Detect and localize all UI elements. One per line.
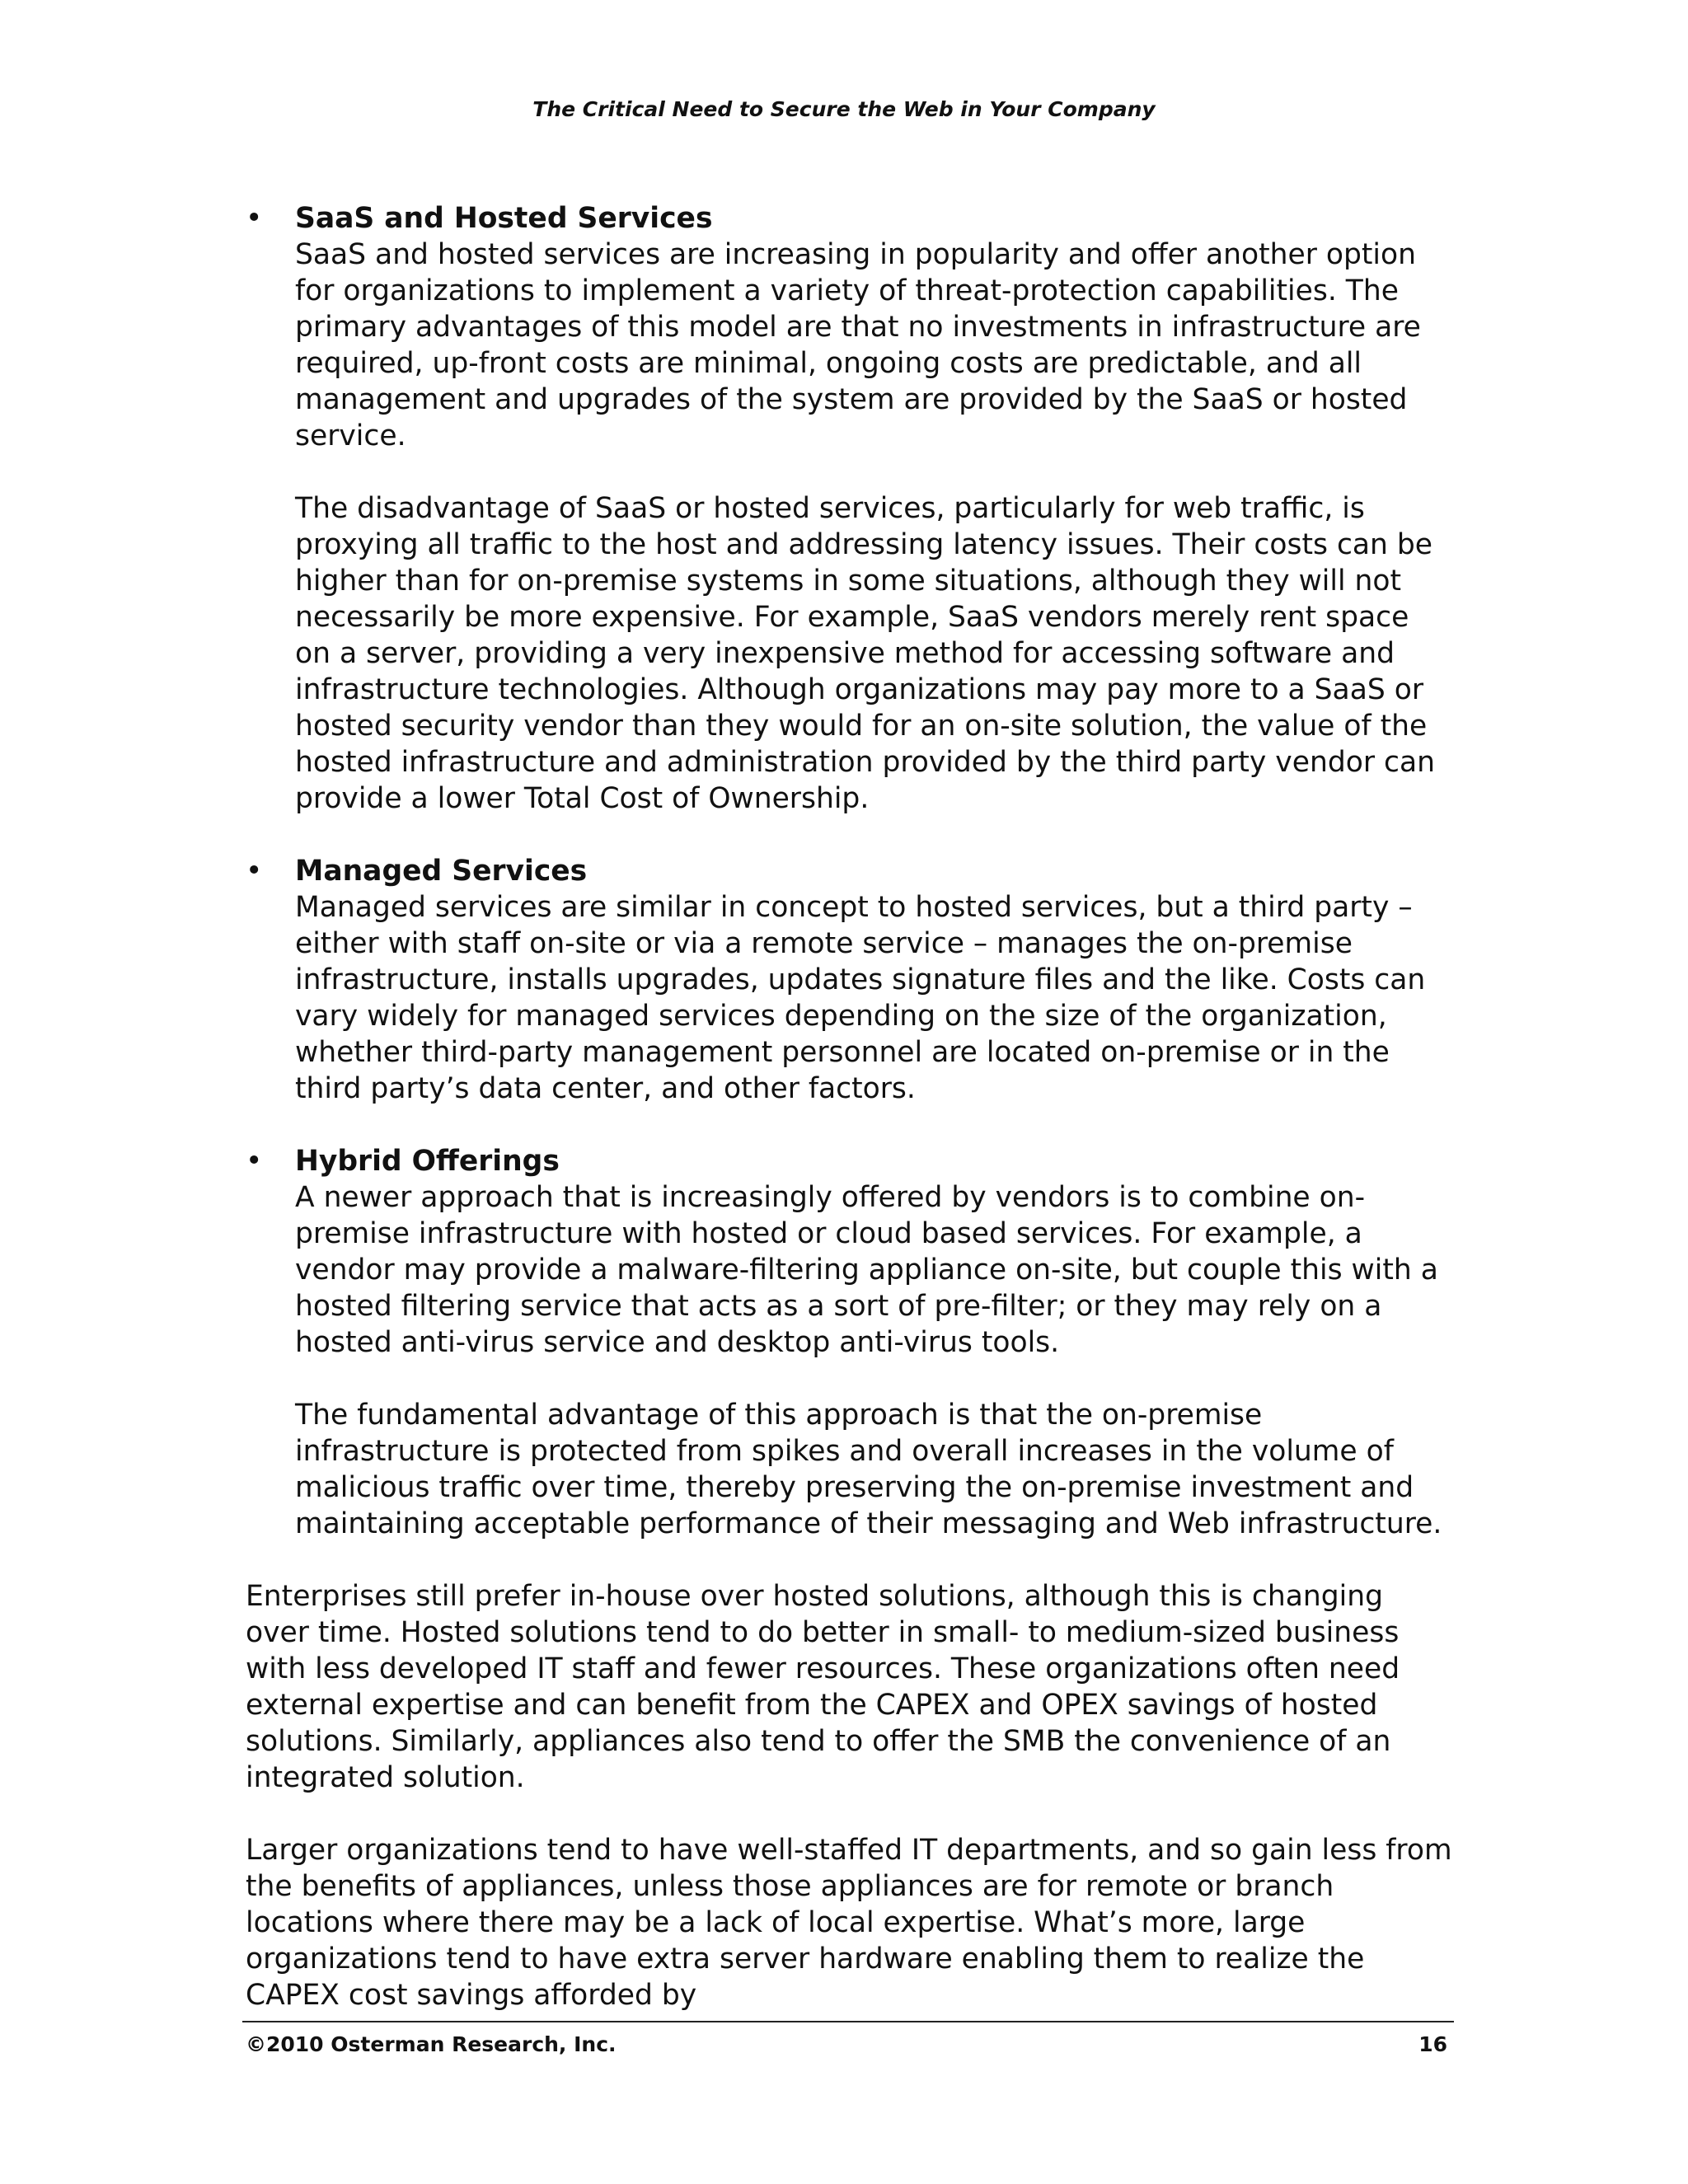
page-content <box>246 200 1453 2013</box>
page-header-title: The Critical Need to Secure the Web in Your Company <box>532 97 1156 121</box>
bullet-marker: • <box>246 202 263 235</box>
footer-divider <box>242 2021 1454 2022</box>
bullet-item-hybrid <box>246 1143 1453 1542</box>
body-paragraph: Enterprises still prefer in-house over hosted solutions, although this is changing over time. Hosted solutions tend to do better in small- to medium-sized business with less developed IT staff and fewer resources. These organizations often need external expertise and can benefit from the CAPEX and OPEX savings of hosted solutions. Similarly, appliances also tend to offer the SMB the convenience of an integrated solution. <box>246 1580 1400 1794</box>
bullet-marker: • <box>246 855 263 888</box>
footer-page-number: 16 <box>1418 2032 1447 2056</box>
bullet-title-managed: Managed Services <box>295 855 588 888</box>
bullet-paragraph: SaaS and hosted services are increasing in popularity and offer another option for organizations to implement a variety of threat-protection capabilities. The primary advantages of this model are that no investments in infrastructure are required, up-front costs are minimal, ongoing costs are predictable, and all management and upgrades of the system are provided by the SaaS or hosted service. <box>295 238 1421 452</box>
footer-copyright: ©2010 Osterman Research, Inc. <box>246 2032 617 2056</box>
bullet-marker: • <box>246 1145 263 1178</box>
bullet-title-saas: SaaS and Hosted Services <box>295 202 713 235</box>
bullet-paragraph: A newer approach that is increasingly offered by vendors is to combine on-premise infrastructure with hosted or cloud based services. For example, a vendor may provide a malware-filtering appliance on-site, but couple this with a hosted filtering service that acts as a sort of pre-filter; or they may rely on a hosted anti-virus service and desktop anti-virus tools. <box>295 1181 1438 1359</box>
bullet-paragraph: Managed services are similar in concept to hosted services, but a third party – either with staff on-site or via a remote service – manages the on-premise infrastructure, installs upgrades, updates signature files and the like. Costs can vary widely for managed services depending on the size of the organization, whether third-party management personnel are located on-premise or in the third party’s data center, and other factors. <box>295 891 1426 1105</box>
bullet-paragraph: The fundamental advantage of this approach is that the on-premise infrastructure is protected from spikes and overall increases in the volume of malicious traffic over time, thereby preserving the on-premise investment and maintaining acceptable performance of their messaging and Web infrastructure. <box>295 1399 1442 1540</box>
body-paragraph: Larger organizations tend to have well-staffed IT departments, and so gain less from the benefits of appliances, unless those appliances are for remote or branch locations where there may be a lack of local expertise. What’s more, large organizations tend to have extra server hardware enabling them to realize the CAPEX cost savings afforded by <box>246 1834 1452 2012</box>
bullet-item-managed <box>246 853 1453 1107</box>
bullet-title-hybrid: Hybrid Offerings <box>295 1145 560 1178</box>
bullet-paragraph: The disadvantage of SaaS or hosted services, particularly for web traffic, is proxying all traffic to the host and addressing latency issues. Their costs can be higher than for on-premise systems in some situations, although they will not necessarily be more expensive. For example, SaaS vendors merely rent space on a server, providing a very inexpensive method for accessing software and infrastructure technologies. Although organizations may pay more to a SaaS or hosted security vendor than they would for an on-site solution, the value of the hosted infrastructure and administration provided by the third party vendor can provide a lower Total Cost of Ownership. <box>295 492 1435 815</box>
bullet-item-saas <box>246 200 1453 817</box>
